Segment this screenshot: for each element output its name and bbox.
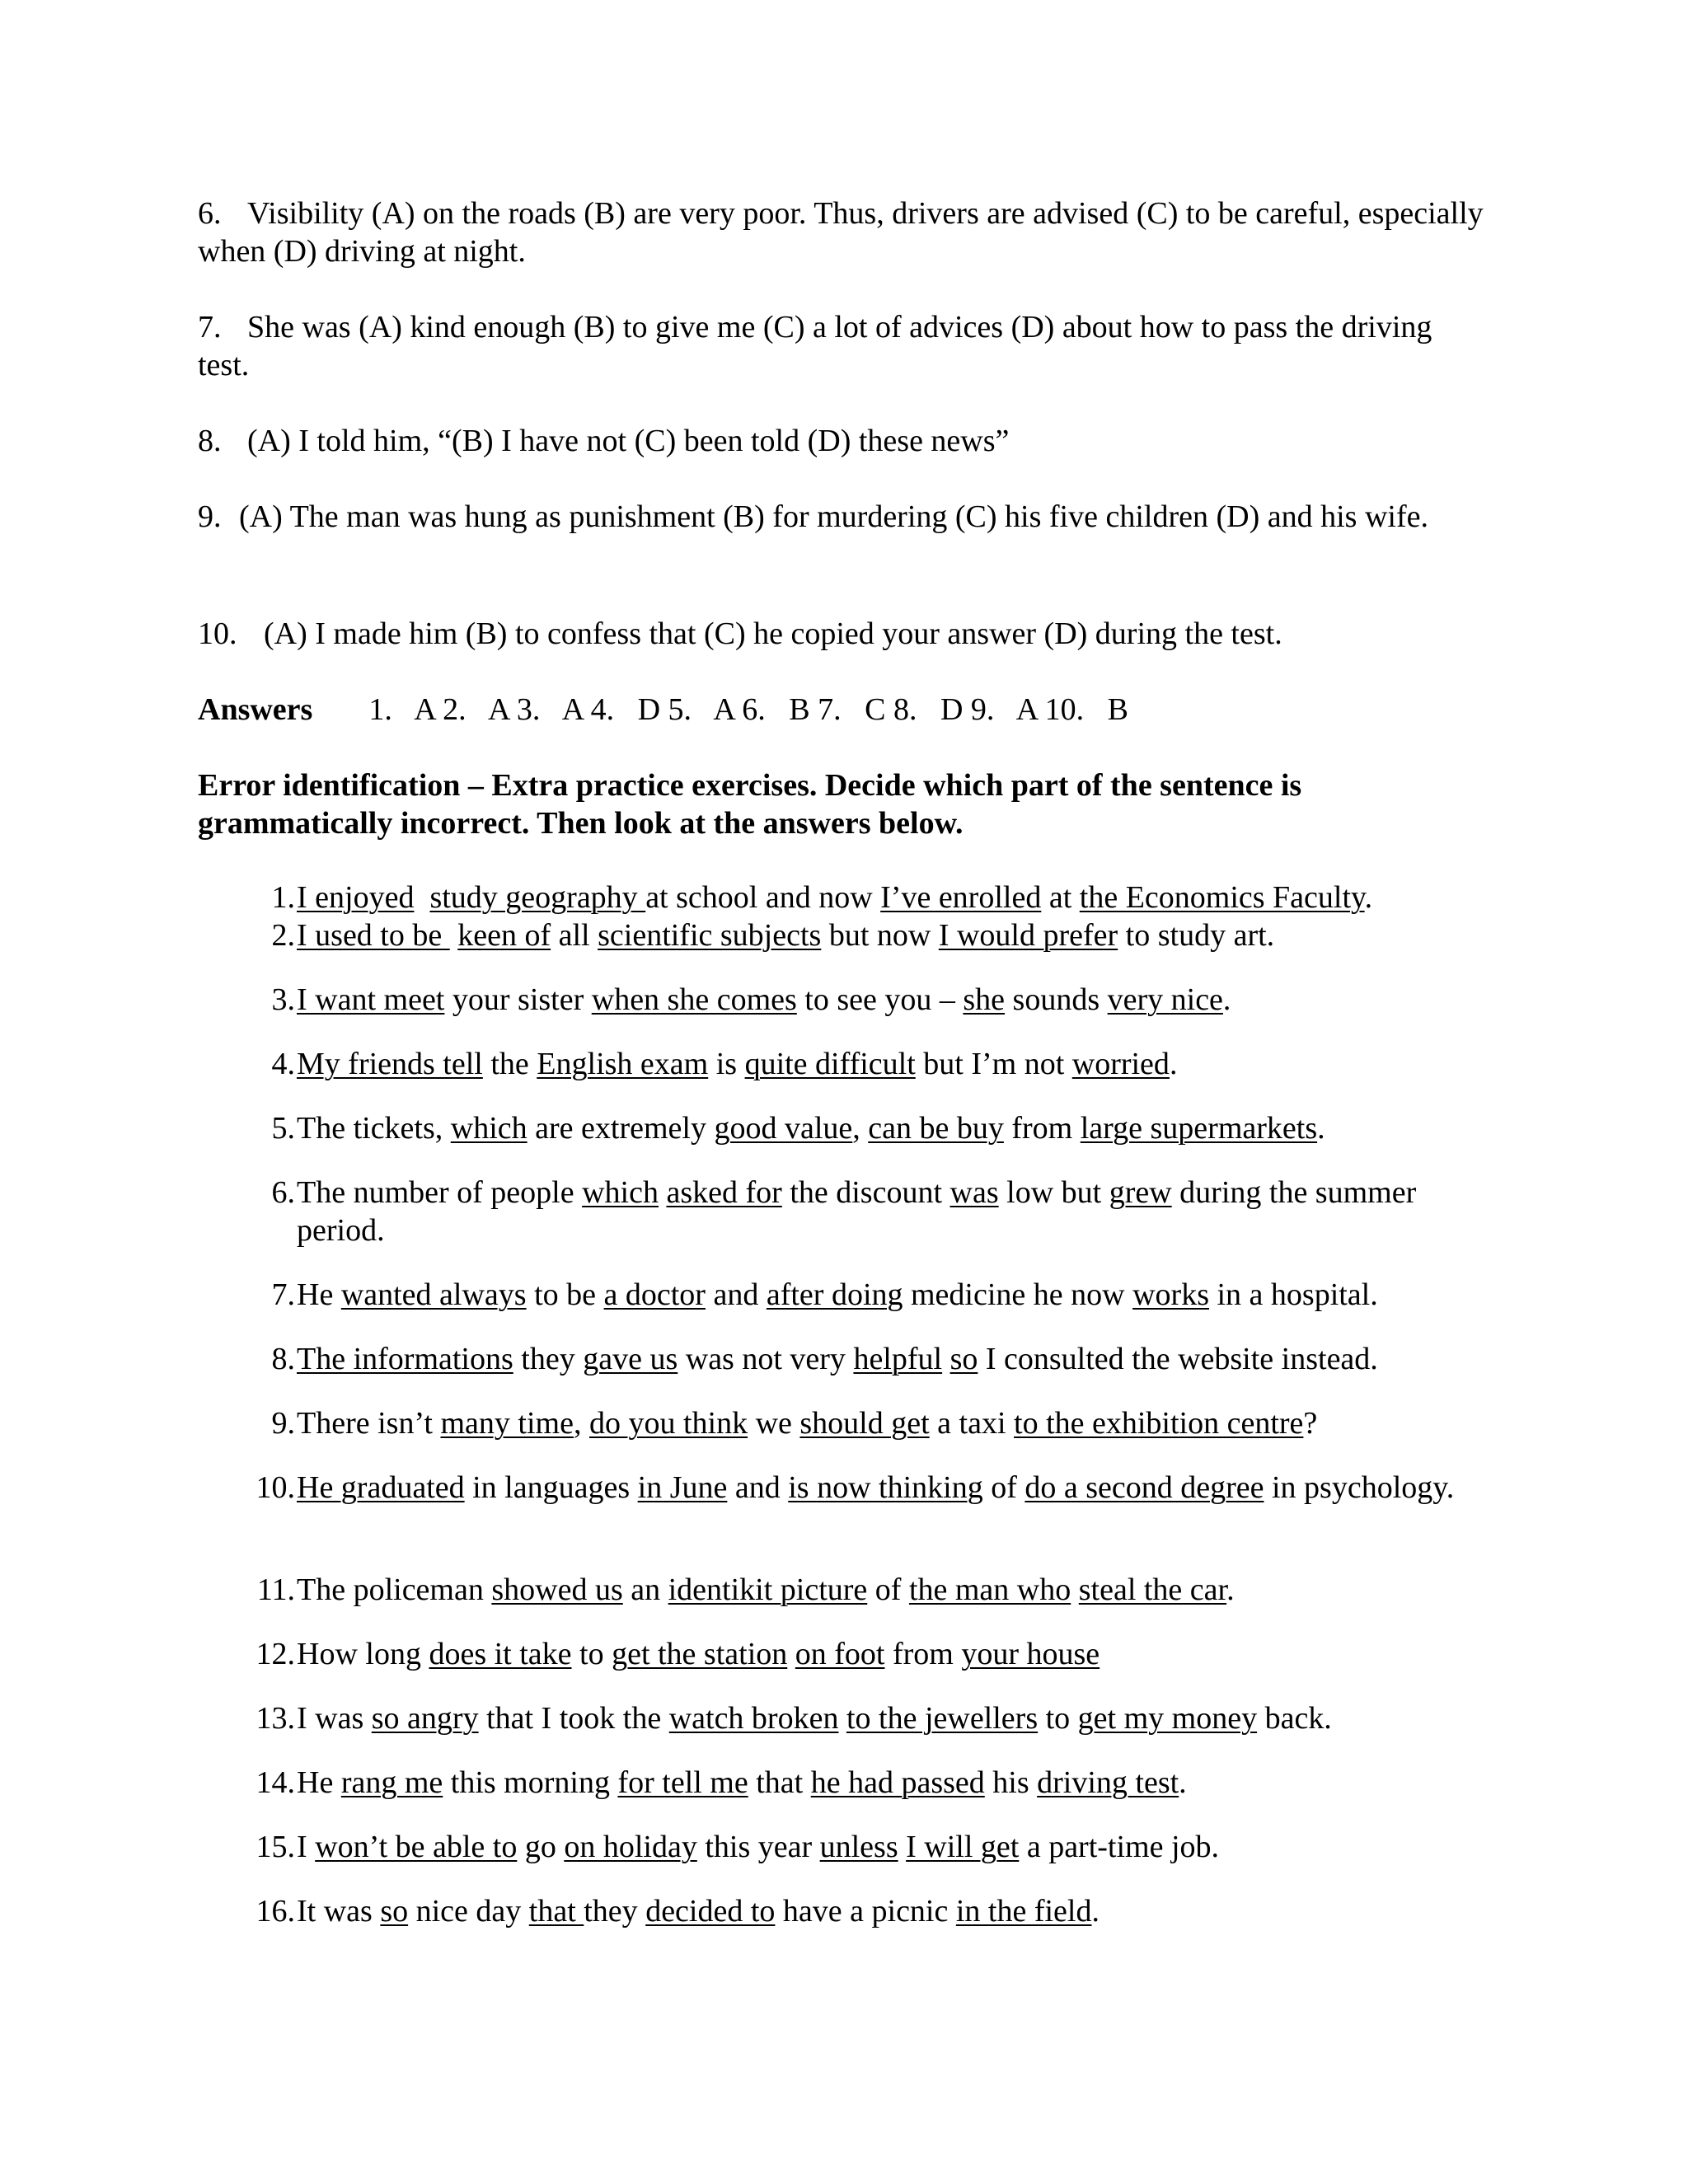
sentence-segment: . (1364, 880, 1373, 915)
question-6 (198, 194, 1484, 270)
underlined-segment: he had passed (810, 1765, 985, 1800)
underlined-segment: study geography (429, 880, 646, 915)
question-number: 10. (198, 616, 237, 651)
underlined-segment: I would prefer (938, 918, 1118, 953)
sentence-segment (450, 918, 458, 953)
question-text: (A) I told him, “(B) I have not (C) been told (D) these news” (247, 424, 1010, 458)
sentence-segment: , (852, 1111, 869, 1146)
exercise-sentence (297, 1892, 1489, 1930)
underlined-segment: a doctor (603, 1277, 706, 1312)
exercise-sentence (297, 981, 1489, 1019)
underlined-segment: unless (819, 1830, 898, 1864)
underlined-segment: I’ve enrolled (880, 880, 1042, 915)
exercise-number: 6. (271, 1175, 295, 1210)
underlined-segment: your house (961, 1637, 1100, 1671)
sentence-segment: that (748, 1765, 811, 1800)
sentence-segment: of (982, 1470, 1025, 1505)
sentence-segment: medicine he now (903, 1277, 1133, 1312)
underlined-segment: can be buy (868, 1111, 1004, 1146)
exercise-sentence (297, 1635, 1489, 1673)
underlined-segment: He graduated (297, 1470, 465, 1505)
sentence-segment: . (1226, 1572, 1235, 1607)
sentence-segment: but now (821, 918, 939, 953)
sentence-segment: his (984, 1765, 1038, 1800)
exercise-number: 13. (256, 1701, 295, 1736)
sentence-segment: was not very (678, 1342, 854, 1376)
sentence-segment: of (867, 1572, 909, 1607)
sentence-segment: are extremely (527, 1111, 715, 1146)
exercise-number: 10. (256, 1470, 295, 1505)
underlined-segment: for tell me (617, 1765, 748, 1800)
sentence-segment: this year (696, 1830, 820, 1864)
underlined-segment: was (950, 1175, 999, 1210)
sentence-segment: to (571, 1637, 612, 1671)
question-number: 7. (198, 310, 222, 344)
sentence-segment: and (727, 1470, 789, 1505)
exercise-number: 4. (271, 1047, 295, 1081)
underlined-segment: that (528, 1894, 584, 1929)
answers-label: Answers (198, 692, 313, 727)
exercise-number: 11. (256, 1572, 295, 1607)
exercise-number: 14. (256, 1765, 295, 1800)
sentence-segment: back. (1257, 1701, 1332, 1736)
exercise-sentence (297, 1404, 1489, 1442)
underlined-segment: so angry (371, 1701, 479, 1736)
underlined-segment: decided to (645, 1894, 776, 1929)
underlined-segment: I enjoyed (297, 880, 415, 915)
underlined-segment: does it take (429, 1637, 572, 1671)
underlined-segment: scientific subjects (598, 918, 822, 953)
question-7 (198, 308, 1484, 384)
sentence-segment: in psychology. (1264, 1470, 1455, 1505)
exercise-sentence (297, 1174, 1489, 1249)
sentence-segment: The policeman (297, 1572, 492, 1607)
question-number: 6. (198, 196, 222, 231)
underlined-segment: do a second degree (1025, 1470, 1264, 1505)
underlined-segment: is now thinking (788, 1470, 983, 1505)
sentence-segment: to (1038, 1701, 1078, 1736)
underlined-segment: showed us (491, 1572, 623, 1607)
exercise-sentence (297, 1469, 1489, 1507)
underlined-segment: get the station (612, 1637, 788, 1671)
sentence-segment: they (584, 1894, 646, 1929)
underlined-segment: after doing (766, 1277, 903, 1312)
sentence-segment: nice day (408, 1894, 529, 1929)
sentence-segment: sounds (1005, 982, 1108, 1017)
sentence-segment: I consulted the website instead. (978, 1342, 1378, 1376)
question-10 (198, 615, 1484, 653)
sentence-segment: There isn’t (297, 1406, 441, 1441)
underlined-segment: do you think (588, 1406, 748, 1441)
sentence-segment: . (1222, 982, 1231, 1017)
underlined-segment: which (582, 1175, 659, 1210)
underlined-segment: grew (1109, 1175, 1172, 1210)
underlined-segment: asked for (666, 1175, 782, 1210)
section-heading: Error identification – Extra practice exercises. Decide which part of the sentence is grammatically incorrect. Then look at the answers below. (198, 768, 1302, 841)
underlined-segment: many time (440, 1406, 574, 1441)
underlined-segment: The informations (297, 1342, 513, 1376)
underlined-segment: keen of (457, 918, 551, 953)
sentence-segment: . (1169, 1047, 1178, 1081)
sentence-segment: He (297, 1277, 341, 1312)
exercise-sentence (297, 879, 1489, 916)
exercise-number: 16. (256, 1894, 295, 1929)
sentence-segment: The tickets, (297, 1111, 451, 1146)
underlined-segment: I used to be (297, 918, 450, 953)
underlined-segment: on foot (795, 1637, 885, 1671)
answers-values: 1. A 2. A 3. A 4. D 5. A 6. B 7. C 8. D 9. A 10. B (368, 692, 1128, 727)
sentence-segment: your sister (444, 982, 592, 1017)
sentence-segment: a part-time job. (1019, 1830, 1220, 1864)
sentence-segment: , (573, 1406, 589, 1441)
exercise-number: 3. (271, 982, 295, 1017)
underlined-segment: in June (637, 1470, 728, 1505)
underlined-segment: gave us (583, 1342, 678, 1376)
exercise-sentence (297, 1699, 1489, 1737)
underlined-segment: get my money (1077, 1701, 1258, 1736)
sentence-segment: . (1179, 1765, 1187, 1800)
sentence-segment: I (297, 1830, 316, 1864)
sentence-segment: How long (297, 1637, 429, 1671)
sentence-segment (1071, 1572, 1079, 1607)
underlined-segment: to the jewellers (846, 1701, 1039, 1736)
sentence-segment: all (551, 918, 598, 953)
exercise-number: 1. (271, 880, 295, 915)
underlined-segment: to the exhibition centre (1014, 1406, 1304, 1441)
exercise-sentence (297, 1764, 1489, 1802)
sentence-segment (787, 1637, 795, 1671)
question-text: She was (A) kind enough (B) to give me (C) a lot of advices (D) about how to pass the driving test. (198, 310, 1432, 382)
underlined-segment: watch broken (668, 1701, 839, 1736)
underlined-segment: large supermarkets (1080, 1111, 1318, 1146)
sentence-segment: low but (998, 1175, 1109, 1210)
underlined-segment: I will get (906, 1830, 1020, 1864)
exercise-number: 12. (256, 1637, 295, 1671)
underlined-segment: worried (1071, 1047, 1170, 1081)
sentence-segment: and (705, 1277, 767, 1312)
exercise-number: 15. (256, 1830, 295, 1864)
underlined-segment: wanted always (340, 1277, 527, 1312)
underlined-segment: English exam (537, 1047, 709, 1081)
exercise-number: 8. (271, 1342, 295, 1376)
sentence-segment: . (1317, 1111, 1325, 1146)
exercise-sentence (297, 1109, 1489, 1147)
underlined-segment: driving test (1037, 1765, 1179, 1800)
underlined-segment: should get (799, 1406, 930, 1441)
sentence-segment: go (517, 1830, 565, 1864)
sentence-segment: at (1041, 880, 1080, 915)
underlined-segment: so (950, 1342, 978, 1376)
sentence-segment: but I’m not (915, 1047, 1072, 1081)
sentence-segment: is (708, 1047, 745, 1081)
sentence-segment: during the summer period. (297, 1175, 1424, 1248)
underlined-segment: the Economics Faculty (1079, 880, 1365, 915)
exercise-number: 5. (271, 1111, 295, 1146)
sentence-segment: the (482, 1047, 537, 1081)
question-number: 9. (198, 499, 222, 534)
underlined-segment: helpful (853, 1342, 943, 1376)
exercise-number: 9. (271, 1406, 295, 1441)
sentence-segment: from (884, 1637, 962, 1671)
underlined-segment: identikit picture (668, 1572, 868, 1607)
sentence-segment (898, 1830, 907, 1864)
underlined-segment: which (450, 1111, 528, 1146)
sentence-segment: have a picnic (775, 1894, 956, 1929)
underlined-segment: won’t be able to (315, 1830, 518, 1864)
sentence-segment: the discount (781, 1175, 950, 1210)
underlined-segment: steal the car (1078, 1572, 1227, 1607)
sentence-segment (414, 880, 429, 915)
sentence-segment: I was (297, 1701, 372, 1736)
underlined-segment: on holiday (564, 1830, 697, 1864)
exercise-sentence (297, 1045, 1489, 1083)
exercise-number: 2. (271, 918, 295, 953)
sentence-segment: an (622, 1572, 668, 1607)
underlined-segment: in the field (955, 1894, 1092, 1929)
underlined-segment: rang me (340, 1765, 443, 1800)
sentence-segment: to study art. (1118, 918, 1275, 953)
sentence-segment (942, 1342, 950, 1376)
underlined-segment: when she comes (591, 982, 797, 1017)
underlined-segment: works (1132, 1277, 1209, 1312)
sentence-segment: in a hospital. (1208, 1277, 1378, 1312)
sentence-segment: The number of people (297, 1175, 583, 1210)
underlined-segment: so (380, 1894, 409, 1929)
sentence-segment: It was (297, 1894, 381, 1929)
sentence-segment: that I took the (478, 1701, 669, 1736)
exercise-sentence (297, 1828, 1489, 1866)
exercise-sentence (297, 1276, 1489, 1314)
sentence-segment: He (297, 1765, 341, 1800)
underlined-segment: very nice (1107, 982, 1223, 1017)
exercise-sentence (297, 1571, 1489, 1609)
underlined-segment: I want meet (297, 982, 445, 1017)
sentence-segment: from (1003, 1111, 1081, 1146)
underlined-segment: good value (714, 1111, 853, 1146)
sentence-segment: to see you – (796, 982, 964, 1017)
question-9 (198, 498, 1484, 536)
sentence-segment: at school and now (645, 880, 881, 915)
sentence-segment: they (513, 1342, 584, 1376)
exercise-sentence (297, 1340, 1489, 1378)
question-text: (A) I made him (B) to confess that (C) he copied your answer (D) during the test. (264, 616, 1282, 651)
underlined-segment: My friends tell (297, 1047, 483, 1081)
question-8 (198, 422, 1484, 460)
exercise-number: 7. (271, 1277, 295, 1312)
sentence-segment: this morning (443, 1765, 618, 1800)
sentence-segment: to be (526, 1277, 604, 1312)
sentence-segment (838, 1701, 846, 1736)
sentence-segment: a taxi (929, 1406, 1015, 1441)
sentence-segment: in languages (464, 1470, 638, 1505)
sentence-segment: ? (1303, 1406, 1318, 1441)
question-number: 8. (198, 424, 222, 458)
underlined-segment: she (963, 982, 1006, 1017)
sentence-segment: we (748, 1406, 800, 1441)
answer-key (198, 691, 1128, 729)
question-text: (A) The man was hung as punishment (B) for murdering (C) his five children (D) and his wife. (239, 499, 1428, 534)
underlined-segment: quite difficult (744, 1047, 916, 1081)
sentence-segment: . (1091, 1894, 1100, 1929)
question-text: Visibility (A) on the roads (B) are very poor. Thus, drivers are advised (C) to be careful, especially when (D) driving at night. (198, 196, 1484, 269)
exercise-sentence (297, 916, 1489, 954)
underlined-segment: the man who (908, 1572, 1071, 1607)
